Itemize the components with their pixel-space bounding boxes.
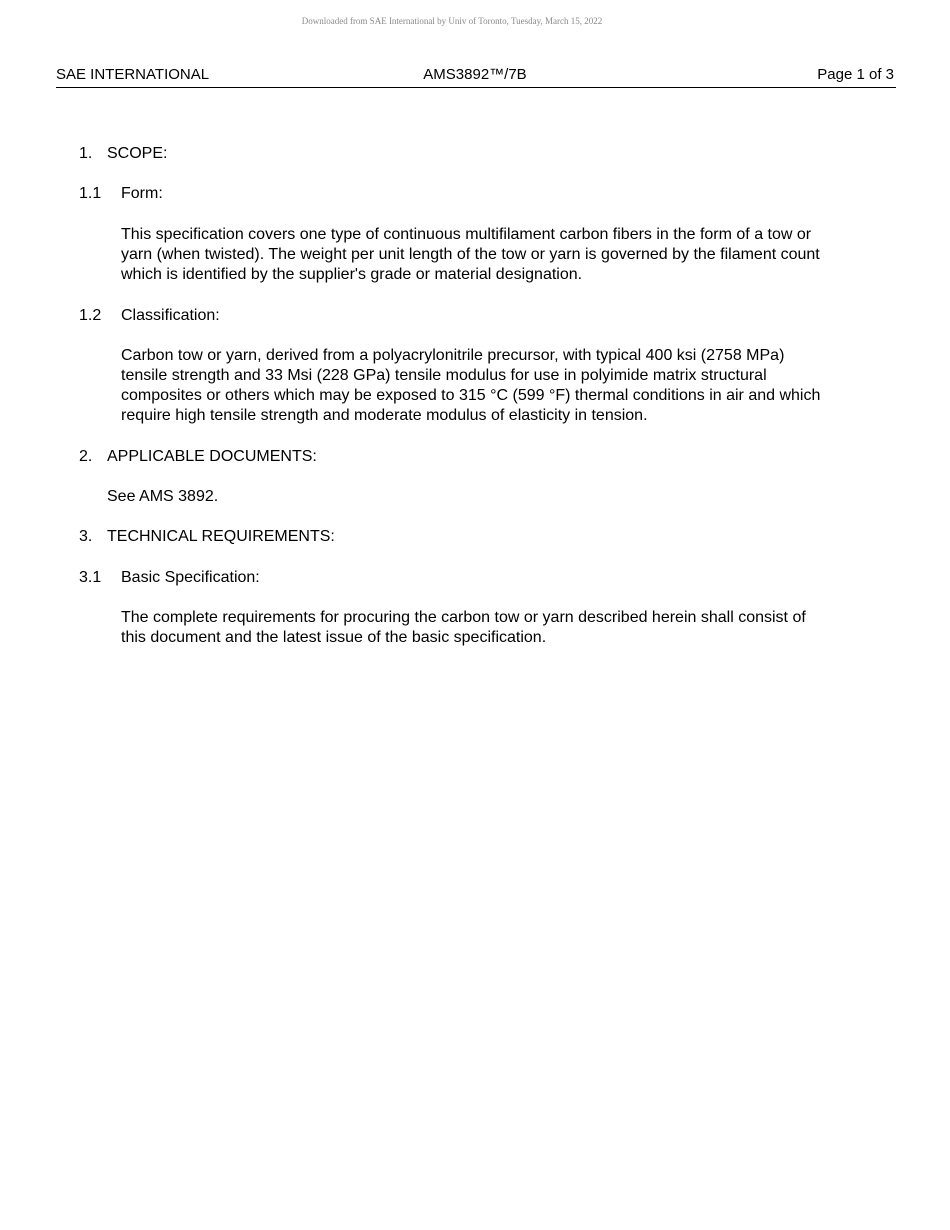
section-title: SCOPE: [107,145,168,162]
header-document-number: AMS3892™/7B [423,66,527,83]
section-1-2-paragraph [121,346,881,426]
paragraph-line: The complete requirements for procuring the carbon tow or yarn described herein shall consist of [121,609,806,626]
section-title: Form: [121,185,163,202]
section-title: Basic Specification: [121,569,260,586]
section-number: 3. [79,528,93,545]
paragraph-line: tensile strength and 33 Msi (228 GPa) tensile modulus for use in polyimide matrix structural [121,367,767,384]
section-number: 1.2 [79,307,102,324]
section-title: TECHNICAL REQUIREMENTS: [107,528,335,545]
section-3-1-paragraph [121,608,881,648]
section-number: 2. [79,448,93,465]
paragraph-line: composites or others which may be exposed to 315 °C (599 °F) thermal conditions in air and which [121,387,821,404]
section-number: 1. [79,145,93,162]
page-header [56,66,896,88]
section-number: 3.1 [79,569,102,586]
header-organization: SAE INTERNATIONAL [56,66,210,83]
paragraph-line: This specification covers one type of continuous multifilament carbon fibers in the form of a tow or [121,226,812,243]
paragraph-line: Carbon tow or yarn, derived from a polyacrylonitrile precursor, with typical 400 ksi (2758 MPa) [121,347,785,364]
section-title: Classification: [121,307,220,324]
section-2-body: See AMS 3892. [107,488,219,505]
section-1-1-paragraph [121,225,881,285]
header-page-number: Page 1 of 3 [817,66,894,83]
download-watermark: Downloaded from SAE International by Univ of Toronto, Tuesday, March 15, 2022 [301,16,603,26]
section-title: APPLICABLE DOCUMENTS: [107,448,317,465]
paragraph-line: require high tensile strength and moderate modulus of elasticity in tension. [121,407,648,424]
paragraph-line: this document and the latest issue of the basic specification. [121,629,547,646]
paragraph-line: yarn (when twisted). The weight per unit length of the tow or yarn is governed by the filament count [121,246,820,263]
paragraph-line: which is identified by the supplier's grade or material designation. [121,266,583,283]
section-number: 1.1 [79,185,102,202]
